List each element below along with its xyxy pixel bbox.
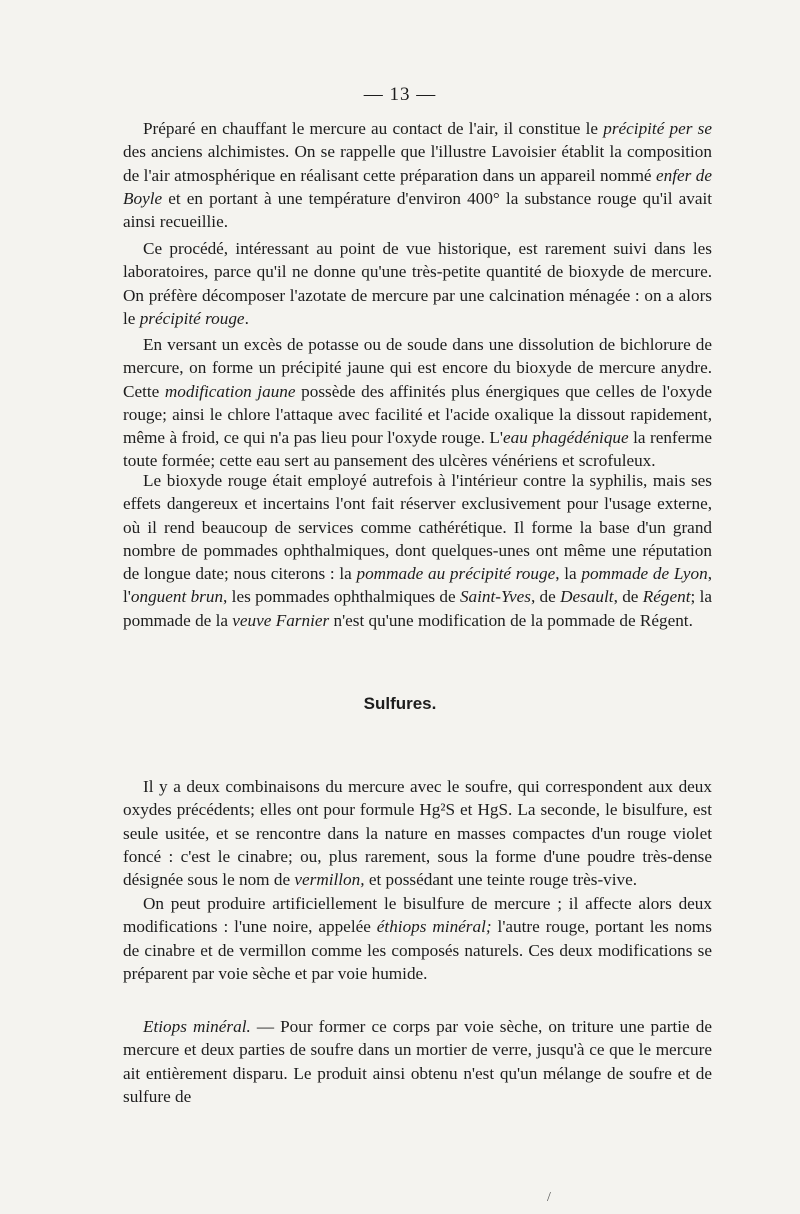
text-run: Ce procédé, intéressant au point de vue historique, est rarement suivi dans les laboratoires, parce qu'il ne donne qu'une très-petite quantité de bioxyde de mercure. On préfère décomposer l'azotate de mercure par une calcination ménagée : on a alors le	[123, 239, 712, 328]
margin-mark: /	[547, 1190, 551, 1205]
text-run: possède des affinités plus énergiques que celles de l'oxyde rouge; ainsi le chlore l'attaque avec facilité et l'acide oxalique la dissout rapidement, même à froid, ce qui n'a pas lieu pour l'oxyde rouge. L'	[123, 381, 712, 448]
italic-term: modification jaune	[164, 381, 296, 401]
italic-term: vermillon,	[294, 870, 365, 890]
italic-term: Régent	[642, 587, 691, 607]
italic-term: eau phagédénique	[502, 428, 629, 448]
text-run: Il y a deux combinaisons du mercure avec le soufre, qui correspondent aux deux oxydes précédents; elles ont pour formule Hg²S et HgS. La seconde, le bisulfure, est seule usitée, et se rencontre dans la nature en masses compactes d'un rouge violet foncé : c'est le cinabre; ou, plus rarement, sous la forme d'une poudre très-dense désignée sous le nom de	[123, 777, 712, 890]
text-run: et en portant à une température d'environ 400° la substance rouge qu'il avait ainsi recueillie.	[123, 188, 712, 232]
text-run: , de	[530, 587, 561, 607]
text-run: On peut produire artificiellement le bisulfure de mercure ; il affecte alors deux modifications : l'une noire, appelée	[123, 894, 712, 937]
text-run: et possédant une teinte rouge très-vive.	[364, 870, 638, 890]
text-run: Préparé en chauffant le mercure au contact de l'air, il constitue le	[143, 119, 604, 138]
italic-term: onguent brun	[130, 587, 224, 607]
text-run: n'est qu'une modification de la pommade de Régent.	[329, 610, 693, 630]
italic-term: Saint-Yves	[459, 587, 531, 607]
italic-term: pommade au précipité rouge	[356, 564, 556, 584]
paragraph-etiops-mineral	[123, 1015, 712, 1108]
italic-term: éthiops minéral;	[376, 917, 492, 937]
text-run: la renferme toute formée; cette eau sert au pansement des ulcères vénériens et scrofuleux.	[123, 428, 712, 471]
text-run: , de	[613, 587, 643, 607]
paragraph-modification-jaune	[123, 333, 712, 473]
paragraph-combinaisons	[123, 775, 712, 891]
text-run: .	[244, 308, 249, 328]
italic-term: veuve Farnier	[232, 610, 330, 630]
italic-term: Desault	[560, 587, 614, 607]
paragraph-bioxyde-rouge	[123, 469, 712, 632]
text-run: — Pour former ce corps par voie sèche, on triture une partie de mercure et deux parties de soufre dans un mortier de verre, jusqu'à ce que le mercure ait entièrement disparu. Le produit ainsi obtenu n'est qu'un mélange de soufre et de sulfure de	[123, 1017, 712, 1106]
italic-term: pommade de Lyon	[581, 564, 708, 584]
text-run: ; la pommade de la	[123, 587, 712, 630]
text-run: En versant un excès de potasse ou de soude dans une dissolution de bichlorure de mercure, on forme un précipité jaune qui est encore du bioxyde de mercure anydre. Cette	[123, 335, 712, 401]
paragraph-procede	[123, 237, 712, 330]
paragraph-bisulfure-artificiel	[123, 892, 712, 985]
italic-term: précipité per se	[603, 119, 712, 138]
text-run: , l'	[123, 564, 712, 607]
italic-term: enfer de Boyle	[123, 165, 712, 208]
page-number: — 13 —	[363, 84, 437, 105]
text-run: Le bioxyde rouge était employé autrefois à l'intérieur contre la syphilis, mais ses effets dangereux et incertains l'ont fait réserver exclusivement pour l'usage externe, où il rend beaucoup de services comme cathérétique. Il forme la base d'un grand nombre de pommades ophthalmiques, dont quelques-unes ont même une réputation de longue date; nous citerons : la	[123, 471, 712, 584]
text-run: des anciens alchimistes. On se rappelle que l'illustre Lavoisier établit la composition de l'air atmosphérique en réalisant cette préparation dans un appareil nommé	[123, 142, 712, 185]
text-run: , les pommades ophthalmiques de	[223, 587, 460, 607]
italic-term: précipité rouge	[139, 308, 245, 328]
text-run: , la	[555, 564, 582, 584]
section-heading-sulfures: Sulfures.	[363, 694, 437, 713]
italic-term: Etiops minéral.	[143, 1017, 251, 1036]
paragraph-precipite-per-se	[123, 117, 712, 233]
text-run: l'autre rouge, portant les noms de cinabre et de vermillon comme les composés naturels. Ces deux modifications se préparent par voie sèche et par voie humide.	[123, 917, 712, 983]
